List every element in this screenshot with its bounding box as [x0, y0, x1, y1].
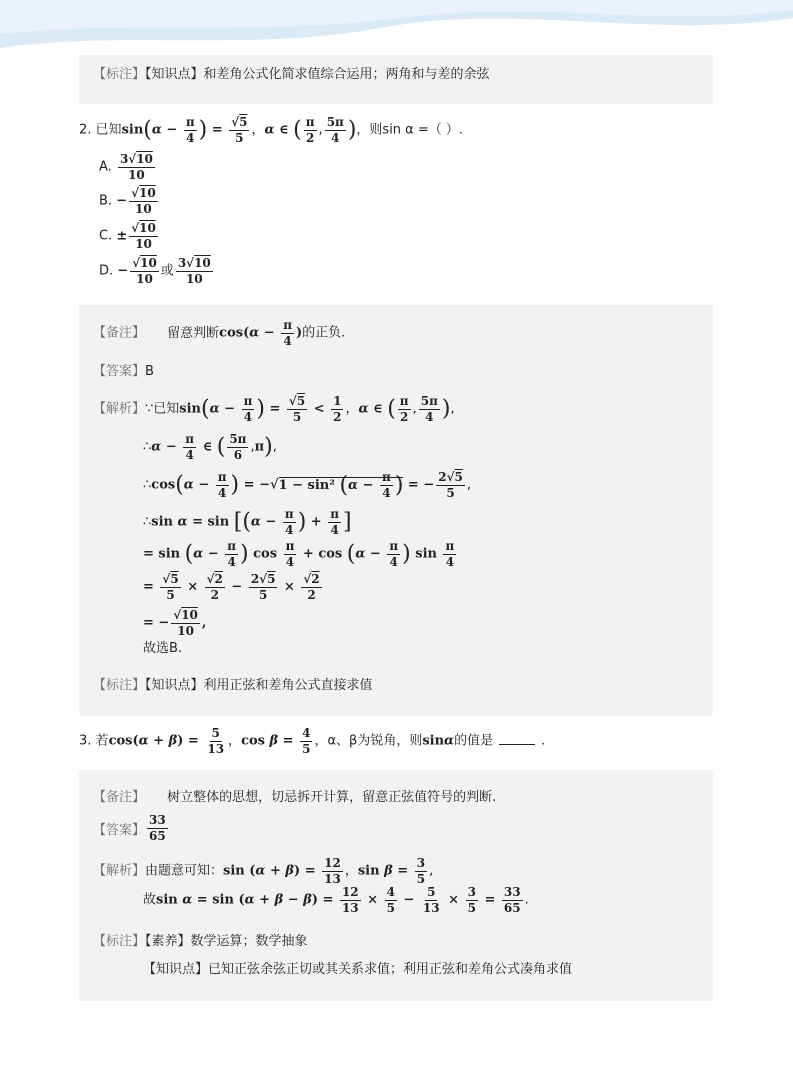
question-2-stem: 2. 已知sin(α − $\frac{\pi}{4}$ ) = $\frac{√5}{5}$ ，α ∈ ( $\frac{\pi}{2}$ , $\frac{5\pi}{4}$ )，则sin α =（ ）. — [79, 115, 464, 145]
analysis-label: 【解析】 — [93, 401, 146, 417]
answer-blank[interactable] — [499, 733, 535, 745]
top-annotation-panel — [79, 55, 713, 104]
question-prefix: 已知 — [95, 122, 122, 138]
option-d[interactable]: D. − $\frac{√10}{10}$ 或 $\frac{3√10}{10}$ — [99, 256, 211, 286]
mark-text: 【知识点】利用正弦和差角公式直接求值 — [145, 678, 373, 693]
option-a[interactable]: A. $\frac{3√10}{10}$ — [99, 152, 153, 182]
question-tail: ，则sin α =（ ）. — [356, 122, 464, 138]
note-text: 留意判断 — [167, 325, 220, 341]
question-3-solution-panel: 【备注】 树立整体的思想，切忌拆开计算，留意正弦值符号的判断. 【答案】 $\frac{33}{65}$ 【解析】由题意可知：sin (α + β) = $\frac{12}{13}$ ，sin β = $\frac{3}{5}$ , 故sin α = sin (α + β − β) = $\frac{12}{13}$ × $\frac{4}{5}$ − $\frac{5}{13}$ × $\frac{3}{5}$ = $\frac{33}{65}$ . 【标注】【素养】数学运算；数学抽象 【知识点】已知正弦余弦正切或其关系求值；利用正弦和差角公式凑角求值 — [79, 770, 713, 1001]
note-label: 【备注】 — [93, 325, 146, 341]
annotation-label: 【标注】 — [93, 67, 146, 82]
header-wave-decoration — [0, 0, 793, 60]
knowledge-point-text: 【知识点】和差角公式化简求值综合运用；两角和与差的余弦 — [145, 67, 490, 82]
note-text: 树立整体的思想，切忌拆开计算，留意正弦值符号的判断. — [167, 790, 497, 805]
option-c[interactable]: C. ± $\frac{√10}{10}$ — [99, 221, 156, 251]
mark-label: 【标注】 — [93, 678, 146, 693]
conclusion-text: 故选B. — [143, 641, 183, 656]
option-b[interactable]: B. − $\frac{√10}{10}$ — [99, 186, 156, 216]
answer-label: 【答案】 — [93, 364, 146, 379]
question-2-solution-panel: 【备注】 留意判断cos(α − $\frac{\pi}{4}$ )的正负. 【答案】B 【解析】∵已知sin(α − $\frac{\pi}{4}$ ) = $\frac{√5}{5}$ < $\frac{1}{2}$ ，α ∈ ( $\frac{\pi}{2}$ , $\frac{5\pi}{4}$ ), ∴α − $\frac{\pi}{4}$ ∈ ( $\frac{5\pi}{6}$ ,π), ∴cos(α − $\frac{\pi}{4}$ ) = −√1 − sin² (α − $\frac{\pi}{4}$ ) = − $\frac{2√5}{5}$ , ∴sin α = sin [(α − $\frac{\pi}{4}$ ) + $\frac{\pi}{4}$ ] = sin (α − $\frac{\pi}{4}$ ) cos $\frac{\pi}{4}$ + cos (α − $\frac{\pi}{4}$ ) sin $\frac{\pi}{4}$ = $\frac{√5}{5}$ × $\frac{√2}{2}$ − $\frac{2√5}{5}$ × $\frac{√2}{2}$ = − $\frac{√10}{10}$ , 故选B. 【标注】【知识点】利用正弦和差角公式直接求值 — [79, 305, 713, 716]
answer-value: B — [145, 364, 154, 379]
question-3-stem: 3. 若cos(α + β) = $\frac{5}{13}$ ，cos β = $\frac{4}{5}$ ，α、β为锐角，则sinα的值是 . — [79, 726, 546, 756]
question-number: 2. — [79, 122, 92, 138]
